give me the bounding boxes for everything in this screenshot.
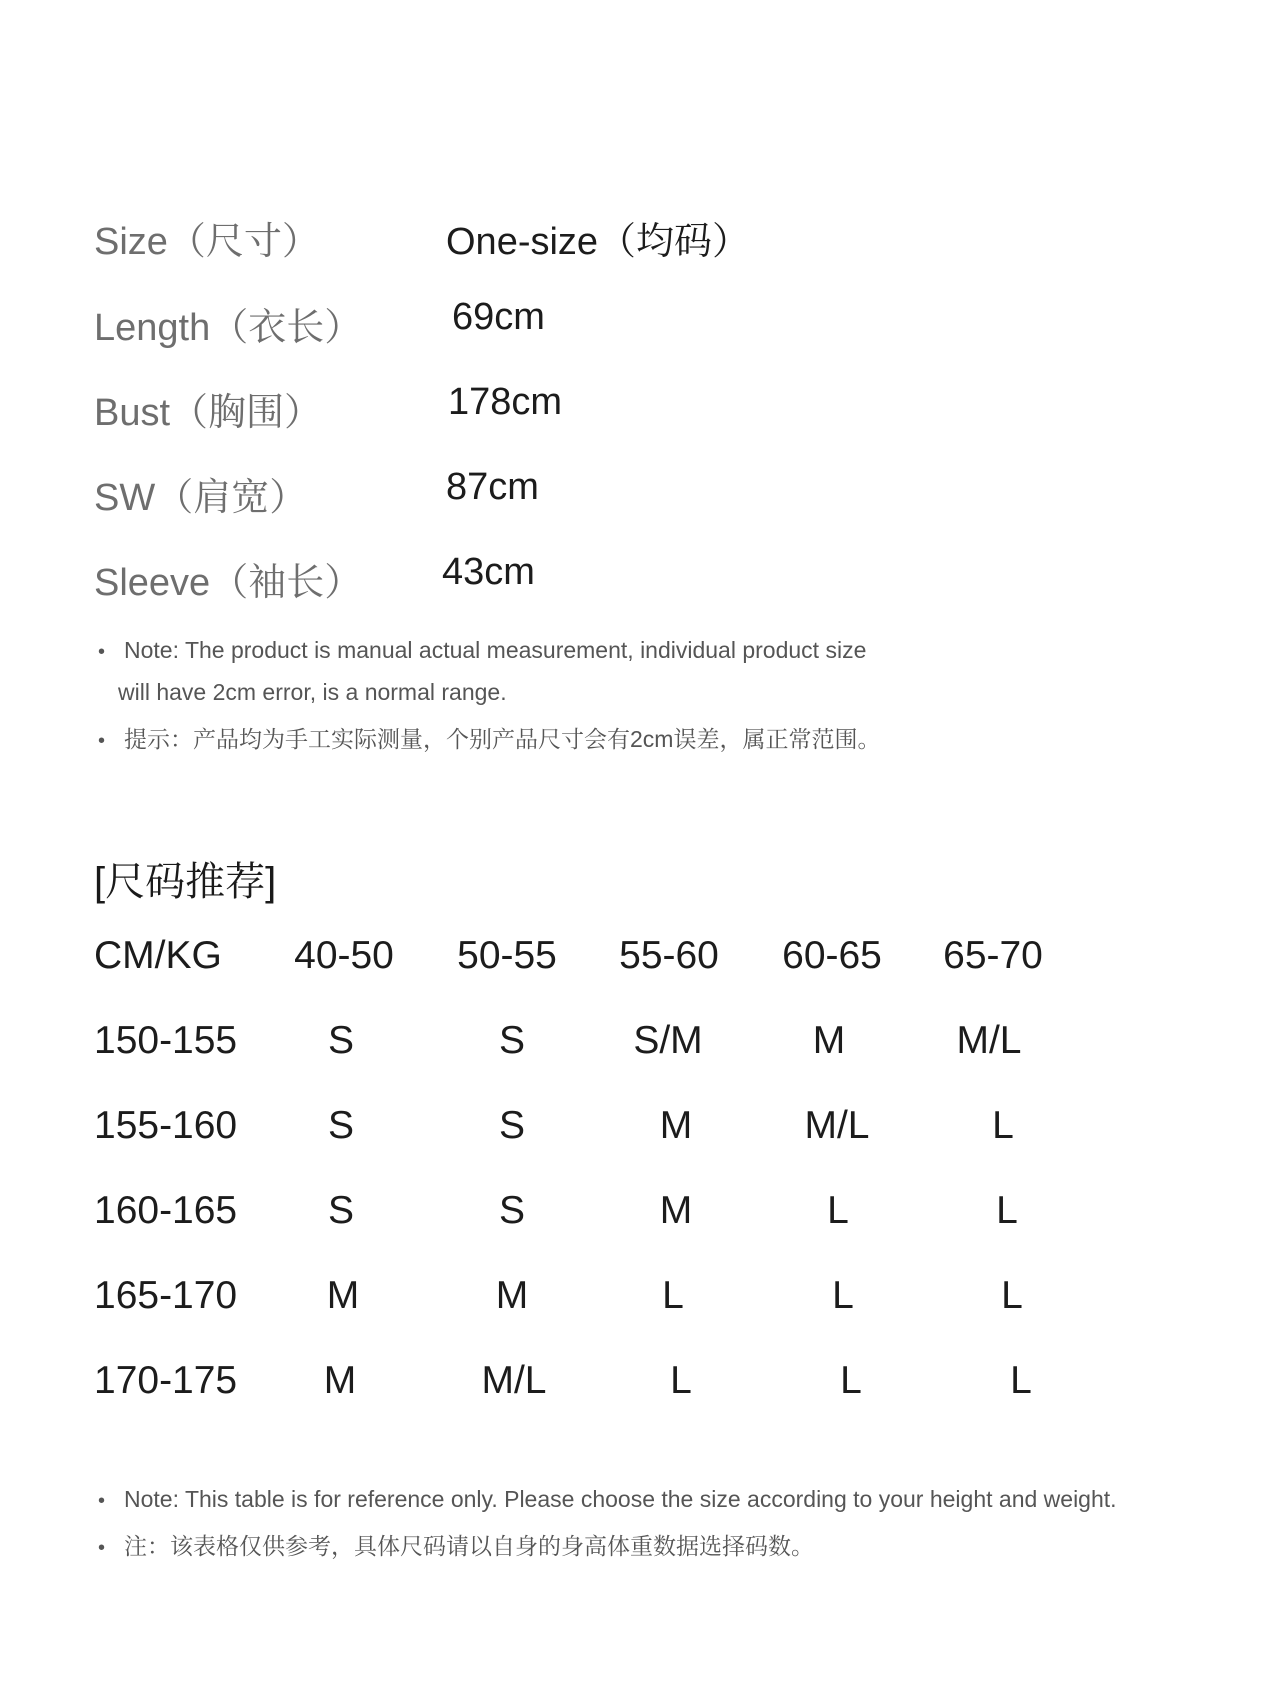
bullet-icon: • <box>98 641 106 663</box>
note-text: will have 2cm error, is a normal range. <box>118 679 507 705</box>
spec-value: One-size（均码） <box>446 221 751 263</box>
table-cell: S <box>498 1104 525 1147</box>
size-recommend-title: [尺码推荐] <box>94 860 277 904</box>
spec-label: Size（尺寸） <box>94 221 320 263</box>
table-cell: M/L <box>804 1104 870 1147</box>
table-cell: L <box>827 1189 849 1232</box>
spec-value: 69cm <box>452 296 545 338</box>
spec-label: SW（肩宽） <box>94 477 308 519</box>
table-cell: S <box>327 1189 354 1232</box>
bullet-icon: • <box>98 730 106 752</box>
table-cell: M <box>495 1274 529 1317</box>
note-text: 注：该表格仅供参考，具体尺码请以自身的身高体重数据选择码数。 <box>124 1533 814 1559</box>
note-text: Note: This table is for reference only. Please choose the size according to your height and weight. <box>124 1486 1117 1512</box>
table-cell: S <box>327 1104 354 1147</box>
table-cell: L <box>996 1189 1018 1232</box>
bullet-icon: • <box>98 1537 106 1559</box>
table-header-cell: CM/KG <box>94 934 222 977</box>
table-header-cell: 50-55 <box>457 934 557 977</box>
table-cell: 170-175 <box>94 1359 238 1402</box>
note-item <box>98 1528 814 1561</box>
table-header-cell: 65-70 <box>943 934 1043 977</box>
table-cell: M <box>659 1104 693 1147</box>
table-cell: S/M <box>633 1019 703 1062</box>
table-cell: M <box>323 1359 357 1402</box>
table-cell: M/L <box>481 1359 547 1402</box>
table-cell: L <box>662 1274 684 1317</box>
table-header-cell: 60-65 <box>782 934 882 977</box>
spec-value: 43cm <box>442 551 535 593</box>
spec-value: 178cm <box>448 381 563 423</box>
table-cell: 165-170 <box>94 1274 238 1317</box>
table-cell: L <box>670 1359 692 1402</box>
table-cell: M/L <box>956 1019 1022 1062</box>
spec-label: Bust（胸围） <box>94 392 323 434</box>
spec-label: Sleeve（袖长） <box>94 562 363 604</box>
table-cell: S <box>498 1019 525 1062</box>
note-text: Note: The product is manual actual measurement, individual product size <box>124 637 867 663</box>
table-cell: M <box>326 1274 360 1317</box>
spec-value: 87cm <box>446 466 539 508</box>
table-cell: 160-165 <box>94 1189 238 1232</box>
table-cell: L <box>832 1274 854 1317</box>
note-item <box>98 1486 1117 1513</box>
spec-label: Length（衣长） <box>94 307 363 349</box>
table-cell: L <box>1001 1274 1023 1317</box>
table-cell: S <box>327 1019 354 1062</box>
table-cell: 150-155 <box>94 1019 238 1062</box>
table-cell: S <box>498 1189 525 1232</box>
table-cell: L <box>1010 1359 1032 1402</box>
table-cell: L <box>840 1359 862 1402</box>
table-cell: L <box>992 1104 1014 1147</box>
table-header-cell: 40-50 <box>294 934 394 977</box>
note-text: 提示：产品均为手工实际测量，个别产品尺寸会有2cm误差，属正常范围。 <box>124 726 881 752</box>
table-cell: 155-160 <box>94 1104 238 1147</box>
table-header-cell: 55-60 <box>619 934 719 977</box>
bullet-icon: • <box>98 1490 106 1512</box>
table-cell: M <box>659 1189 693 1232</box>
table-cell: M <box>812 1019 846 1062</box>
